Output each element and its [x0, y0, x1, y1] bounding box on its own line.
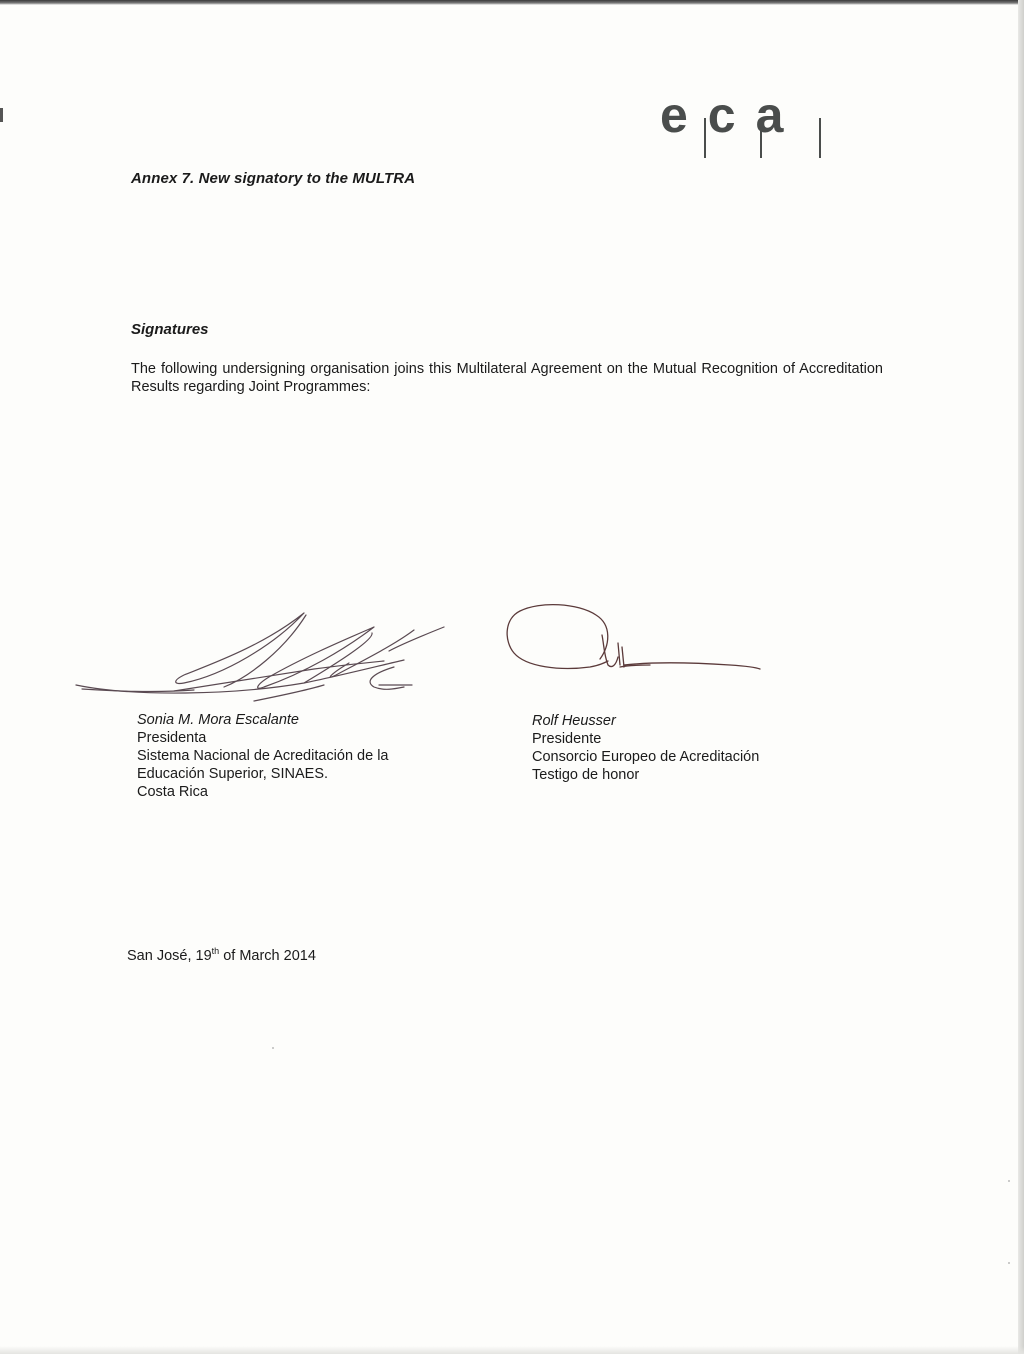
signer-left-title: Presidenta: [137, 730, 207, 746]
eca-logo: [660, 88, 832, 160]
signature-right: [500, 595, 770, 685]
scan-right-edge: [1018, 0, 1024, 1354]
signer-right-name: Rolf Heusser: [532, 713, 616, 729]
signature-left: [74, 605, 454, 705]
scan-mark: [0, 108, 3, 122]
signer-left-org-line2: Educación Superior, SINAES.: [137, 766, 329, 782]
signer-right-org-line1: Consorcio Europeo de Acreditación: [532, 749, 760, 765]
scan-speck: [1008, 1262, 1010, 1264]
signer-right-block: [532, 712, 759, 784]
signer-right-org-line2: Testigo de honor: [532, 767, 640, 783]
signer-left-org-line1: Sistema Nacional de Acreditación de la: [137, 748, 389, 764]
scan-speck: [1008, 1180, 1010, 1182]
annex-heading: Annex 7. New signatory to the MULTRA: [131, 170, 416, 187]
place-date: [127, 948, 316, 964]
scan-speck: [272, 1047, 274, 1049]
intro-paragraph: The following undersigning organisation joins this Multilateral Agreement on the Mutual Recognition of Accreditation Results regarding Joint Programmes:: [131, 361, 883, 395]
signer-left-name: Sonia M. Mora Escalante: [137, 712, 299, 728]
place-date-place: San José, 19: [127, 948, 212, 964]
signatures-heading: Signatures: [131, 321, 209, 338]
scan-top-edge: [0, 0, 1024, 5]
scan-bottom-edge: [0, 1346, 1024, 1354]
signer-right-title: Presidente: [532, 731, 602, 747]
place-date-rest: of March 2014: [219, 948, 316, 964]
place-date-ordinal: th: [211, 946, 220, 956]
signer-left-country: Costa Rica: [137, 784, 208, 800]
eca-logo-text: eca: [660, 88, 804, 143]
signer-left-block: [137, 711, 388, 801]
